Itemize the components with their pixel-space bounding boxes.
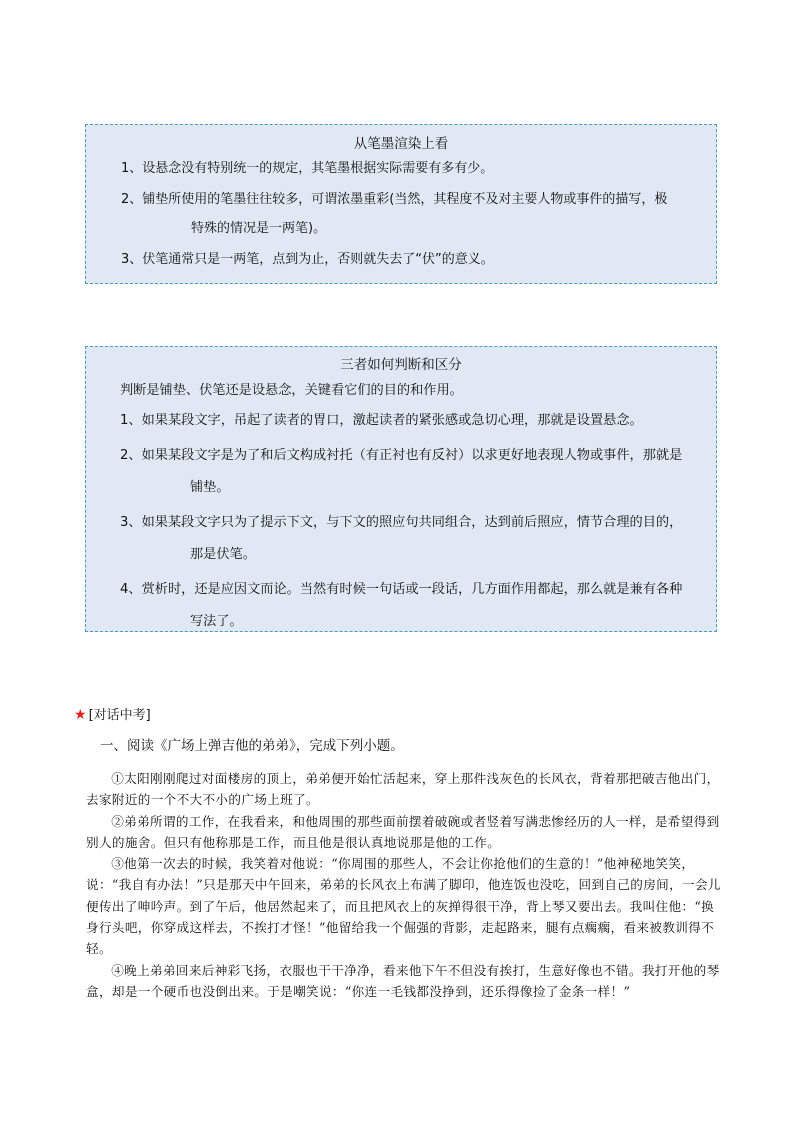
passage-paragraph: ②弟弟所谓的工作，在我看来，和他周围的那些面前摆着破碗或者竖着写满悲惨经历的人一样，是希望得到别人的施舍。但只有他称那是工作，而且他是很认真地说那是他的工作。 [86, 813, 720, 850]
list-item [86, 446, 716, 498]
list-item-continuation: 写法了。 [190, 614, 243, 629]
section-label: [对话中考] [88, 708, 151, 723]
box-title: 三者如何判断和区分 [340, 357, 462, 373]
reading-passage [86, 768, 726, 1002]
list-item-continuation: 铺垫。 [190, 480, 230, 495]
passage-paragraph: ④晚上弟弟回来后神彩飞扬，衣服也干干净净，看来他下午不但没有挨打，生意好像也不错。我打开他的琴盒，却是一个硬币也没倒出来。于是嘲笑说：“你连一毛钱都没挣到，还乐得像捡了金条一样！” [86, 962, 720, 999]
star-icon: ★ [74, 707, 87, 723]
list-item [86, 513, 716, 565]
list-item-text: 2、铺垫所使用的笔墨往往较多，可谓浓墨重彩(当然，其程度不及对主要人物或事件的描写，极 [121, 192, 668, 207]
callout-box-distinguish [85, 346, 717, 632]
list-item-text: 3、如果某段文字只为了提示下文，与下文的照应句共同组合，达到前后照应，情节合理的目的， [120, 515, 683, 530]
passage-paragraph: ①太阳刚刚爬过对面楼房的顶上，弟弟便开始忙活起来，穿上那件浅灰色的长风衣，背着那把破吉他出门，去家附近的一个不大不小的广场上班了。 [86, 771, 720, 808]
box-title: 从笔墨渲染上看 [353, 136, 449, 152]
list-item [86, 580, 716, 632]
box-intro: 判断是铺垫、伏笔还是设悬念，关键看它们的目的和作用。 [120, 383, 463, 398]
list-item [86, 191, 716, 237]
list-item-text: 3、伏笔通常只是一两笔，点到为止，否则就失去了“伏”的意义。 [121, 252, 494, 267]
list-item-text: 1、设悬念没有特别统一的规定，其笔墨根据实际需要有多有少。 [121, 161, 494, 176]
list-item [86, 251, 716, 268]
list-item-text: 2、如果某段文字是为了和后文构成衬托（有正衬也有反衬）以求更好地表现人物或事件，那就是 [120, 448, 683, 463]
question-title: 一、阅读《广场上弹吉他的弟弟》，完成下列小题。 [100, 738, 404, 754]
list-item-continuation: 那是伏笔。 [190, 547, 256, 562]
passage-paragraph: ③他第一次去的时候，我笑着对他说：“你周围的那些人，不会让你抢他们的生意的！”他神秘地笑笑，说：“我自有办法！”只是那天中午回来，弟弟的长风衣上布满了脚印，他连饭也没吃，回到自己的房间，一会儿便传出了呻吟声。到了午后，他居然起来了，而且把风衣上的灰掸得很干净，背上琴又要出去。我叫住他：“换身行头吧，你穿成这样去，不挨打才怪！”他留给我一个倔强的背影，走起路来，腿有点瘸瘸，看来被教训得不轻。 [86, 856, 721, 957]
callout-box-brush-ink [85, 124, 717, 284]
list-item [86, 411, 716, 431]
list-item-text: 4、赏析时，还是应因文而论。当然有时候一句话或一段话，几方面作用都起，那么就是兼有各种 [120, 582, 683, 597]
list-item [86, 160, 716, 177]
section-heading [74, 706, 151, 725]
list-item-text: 1、如果某段文字，吊起了读者的胃口，激起读者的紧张感或急切心理，那就是设置悬念。 [120, 413, 643, 428]
list-item-continuation: 特殊的情况是一两笔)。 [191, 221, 327, 236]
